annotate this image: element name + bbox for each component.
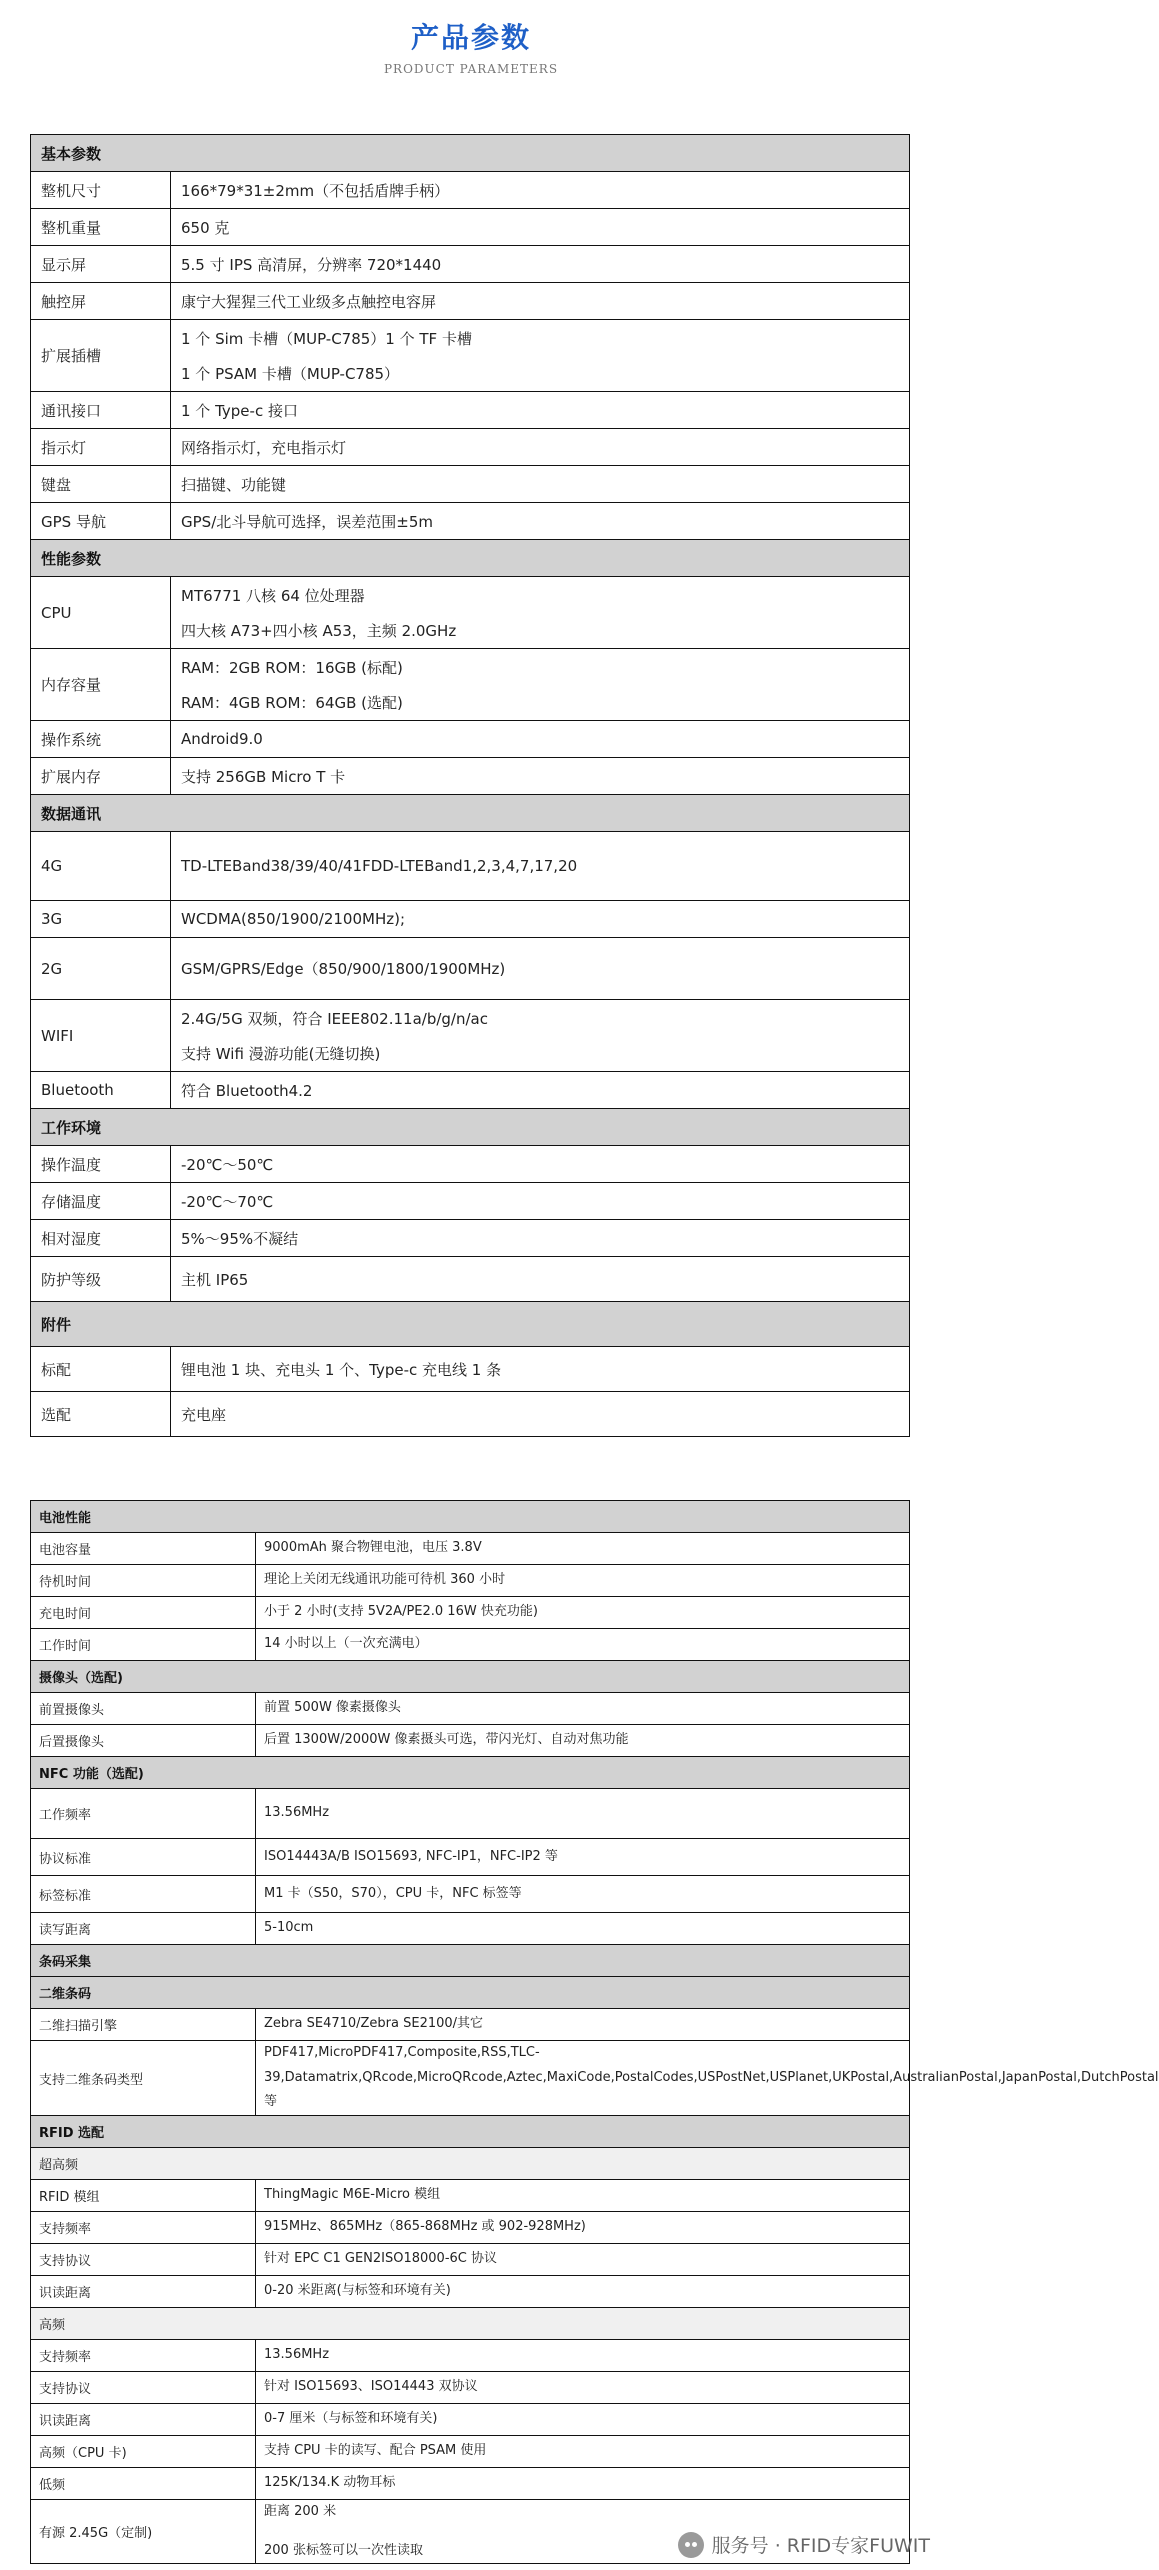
value-line: 13.56MHz [264,1805,330,1821]
row-value [256,2009,910,2041]
value-line: 166*79*31±2mm（不包括盾牌手柄） [181,181,450,200]
section-header [31,540,910,577]
table-row [31,466,910,503]
table-row [31,246,910,283]
value-line: 符合 Bluetooth4.2 [181,1081,313,1100]
value-line: 针对 ISO15693、ISO14443 双协议 [264,2379,478,2395]
row-label: 识读距离 [31,2404,256,2436]
table-row [31,1392,910,1437]
row-label: 整机尺寸 [31,172,171,209]
row-value [171,392,910,429]
table-row [31,1789,910,1839]
row-value [171,172,910,209]
table-row [31,938,910,1000]
table-row [31,901,910,938]
value-line: 2.4G/5G 双频，符合 IEEE802.11a/b/g/n/ac [181,1009,488,1028]
row-label: 支持频率 [31,2212,256,2244]
value-line: 0-7 厘米（与标签和环境有关) [264,2411,438,2427]
table-row [31,172,910,209]
value-line: 针对 EPC C1 GEN2ISO18000-6C 协议 [264,2251,498,2267]
section-label: 性能参数 [31,540,910,577]
row-value [256,2244,910,2276]
spec-table-extended-body [31,1501,1159,2564]
value-line: 14 小时以上（一次充满电） [264,1636,428,1652]
row-label: 整机重量 [31,209,171,246]
value-line: 小于 2 小时(支持 5V2A/PE2.0 16W 快充功能) [264,1604,538,1620]
table-row [31,1629,910,1661]
row-label: 后置摄像头 [31,1725,256,1757]
row-label: 二维扫描引擎 [31,2009,256,2041]
row-value [171,649,910,721]
value-line: 锂电池 1 块、充电头 1 个、Type-c 充电线 1 条 [181,1360,502,1379]
row-label: 充电时间 [31,1597,256,1629]
value-line: 5-10cm [264,1920,314,1936]
row-label: 防护等级 [31,1257,171,1302]
table-row [31,2276,910,2308]
table-row [31,1693,910,1725]
section-label: 电池性能 [31,1501,910,1533]
row-label: 键盘 [31,466,171,503]
row-label: 电池容量 [31,1533,256,1565]
value-line: 0-20 米距离(与标签和环境有关) [264,2283,451,2299]
value-line: 9000mAh 聚合物锂电池，电压 3.8V [264,1540,482,1556]
row-label: 标配 [31,1347,171,1392]
value-line: 1 个 Sim 卡槽（MUP-C785）1 个 TF 卡槽 [181,329,472,348]
row-label: 指示灯 [31,429,171,466]
value-line: 支持 Wifi 漫游功能(无缝切换) [181,1044,381,1063]
value-line: 915MHz、865MHz（865-868MHz 或 902-928MHz) [264,2219,586,2235]
row-value [171,320,910,392]
value-line: -20℃～50℃ [181,1155,274,1174]
value-line: M1 卡（S50，S70），CPU 卡，NFC 标签等 [264,1885,522,1901]
table-row [31,1072,910,1109]
spec-table-main-body [31,135,910,1437]
row-label: Bluetooth [31,1072,171,1109]
section-header [31,1977,910,2009]
watermark-text: 服务号 · RFID专家FUWIT [711,2535,930,2557]
table-row [31,721,910,758]
section-label: 基本参数 [31,135,910,172]
row-label: 读写距离 [31,1913,256,1945]
row-value [171,938,910,1000]
value-line: 支持 256GB Micro T 卡 [181,767,346,786]
section-label: 附件 [31,1302,910,1347]
watermark [678,2531,930,2558]
row-label: 扩展插槽 [31,320,171,392]
section-label: RFID 选配 [31,2116,910,2148]
row-label: WIFI [31,1000,171,1072]
table-row [31,1183,910,1220]
row-value [171,1392,910,1437]
table-row [31,1220,910,1257]
row-label: GPS 导航 [31,503,171,540]
value-line: Android9.0 [181,730,263,748]
row-label: 扩展内存 [31,758,171,795]
section-label: 超高频 [31,2148,910,2180]
section-header [31,1757,910,1789]
subsection-header [31,2308,910,2340]
section-label: 二维条码 [31,1977,910,2009]
table-row [31,2212,910,2244]
row-label: 显示屏 [31,246,171,283]
value-line: 5.5 寸 IPS 高清屏，分辨率 720*1440 [181,255,442,274]
row-label: 协议标准 [31,1839,256,1876]
row-value [256,1913,910,1945]
row-value [171,1347,910,1392]
value-line: GPS/北斗导航可选择，误差范围±5m [181,512,433,531]
row-label: 4G [31,832,171,901]
section-header [31,2116,910,2148]
row-value [171,1146,910,1183]
row-value [256,2212,910,2244]
row-value [256,1725,910,1757]
value-line: 200 张标签可以一次性读取 [264,2542,423,2558]
row-value [256,1597,910,1629]
row-label: 触控屏 [31,283,171,320]
section-header [31,1945,910,1977]
section-label: 工作环境 [31,1109,910,1146]
table-row [31,758,910,795]
value-line: 距离 200 米 [264,2504,337,2520]
section-header [31,1661,910,1693]
table-row [31,649,910,721]
row-label: 选配 [31,1392,171,1437]
table-row [31,577,910,649]
value-line: WCDMA(850/1900/2100MHz); [181,910,405,928]
page-title: 产品参数 [410,21,531,54]
row-value [171,1072,910,1109]
value-line: 后置 1300W/2000W 像素摄头可选，带闪光灯、自动对焦功能 [264,1732,629,1748]
value-line: MT6771 八核 64 位处理器 [181,586,365,605]
row-value [256,2180,910,2212]
row-label: 2G [31,938,171,1000]
value-line: 1 个 Type-c 接口 [181,401,298,420]
table-row [31,1533,910,1565]
row-value [256,2041,1159,2116]
row-value [171,283,910,320]
value-line: 支持 CPU 卡的读写、配合 PSAM 使用 [264,2443,487,2459]
value-line: RAM：2GB ROM：16GB (标配) [181,658,403,677]
row-label: RFID 模组 [31,2180,256,2212]
row-label: 3G [31,901,171,938]
row-value [171,1183,910,1220]
row-label: 工作时间 [31,1629,256,1661]
table-row [31,2180,910,2212]
value-line: 650 克 [181,218,230,237]
row-value [171,577,910,649]
value-line: 13.56MHz [264,2347,330,2363]
table-row [31,209,910,246]
row-label: 存储温度 [31,1183,171,1220]
section-label: 摄像头（选配) [31,1661,910,1693]
row-label: 支持频率 [31,2340,256,2372]
row-value [171,1220,910,1257]
subsection-header [31,2148,910,2180]
value-line: 1 个 PSAM 卡槽（MUP-C785） [181,364,400,383]
row-value [171,1257,910,1302]
value-line: 5%～95%不凝结 [181,1229,299,1248]
table-row [31,1000,910,1072]
row-value [256,1629,910,1661]
value-line: ThingMagic M6E-Micro 模组 [264,2187,441,2203]
wechat-icon [678,2532,704,2558]
row-label: 工作频率 [31,1789,256,1839]
value-line: PDF417,MicroPDF417,Composite,RSS,TLC-39,Datamatrix,QRcode,MicroQRcode,Aztec,MaxiCode,PostalCodes,USPostNet,USPlanet,UKPostal,AustralianPostal,JapanPostal,DutchPostal 等 [264,2045,1159,2110]
row-value [171,901,910,938]
row-value [171,466,910,503]
row-label: 支持二维条码类型 [31,2041,256,2116]
table-row [31,2372,910,2404]
table-row [31,392,910,429]
row-label: 内存容量 [31,649,171,721]
row-value [171,758,910,795]
row-label: 高频（CPU 卡) [31,2436,256,2468]
table-row [31,503,910,540]
table-row [31,1146,910,1183]
value-line: Zebra SE4710/Zebra SE2100/其它 [264,2016,484,2032]
section-header [31,1109,910,1146]
value-line: RAM：4GB ROM：64GB (选配) [181,693,403,712]
table-row [31,2244,910,2276]
table-row [31,2041,910,2116]
value-line: -20℃～70℃ [181,1192,274,1211]
row-label: 相对湿度 [31,1220,171,1257]
row-label: 支持协议 [31,2244,256,2276]
value-line: 康宁大猩猩三代工业级多点触控电容屏 [181,292,437,311]
section-label: 高频 [31,2308,910,2340]
row-value [256,1533,910,1565]
table-row [31,1913,910,1945]
row-value [171,429,910,466]
value-line: TD-LTEBand38/39/40/41FDD-LTEBand1,2,3,4,7,17,20 [181,857,578,875]
value-line: 四大核 A73+四小核 A53，主频 2.0GHz [181,621,457,640]
row-value [171,503,910,540]
row-label: 待机时间 [31,1565,256,1597]
value-line: 理论上关闭无线通讯功能可待机 360 小时 [264,1572,506,1588]
value-line: 主机 IP65 [181,1270,249,1289]
section-label: 数据通讯 [31,795,910,832]
table-row [31,429,910,466]
table-row [31,1597,910,1629]
row-label: 前置摄像头 [31,1693,256,1725]
value-line: ISO14443A/B ISO15693, NFC-IP1，NFC-IP2 等 [264,1848,558,1864]
value-line: 125K/134.K 动物耳标 [264,2475,396,2491]
row-label: CPU [31,577,171,649]
row-value [256,1693,910,1725]
row-label: 操作温度 [31,1146,171,1183]
row-label: 通讯接口 [31,392,171,429]
row-value [256,1839,910,1876]
row-value [256,1565,910,1597]
row-label: 操作系统 [31,721,171,758]
row-value [171,721,910,758]
row-value [171,246,910,283]
row-value [171,1000,910,1072]
page-subtitle: PRODUCT PARAMETERS [383,62,559,76]
row-label: 识读距离 [31,2276,256,2308]
value-line: 充电座 [181,1405,227,1424]
row-value [256,2468,910,2500]
row-value [256,1876,910,1913]
row-value [256,1789,910,1839]
table-row [31,2468,910,2500]
table-row [31,283,910,320]
value-line: 网络指示灯，充电指示灯 [181,438,347,457]
table-row [31,1839,910,1876]
row-value [256,2340,910,2372]
table-row [31,2436,910,2468]
section-header [31,1302,910,1347]
row-value [171,209,910,246]
row-value [256,2404,910,2436]
row-value [256,2436,910,2468]
row-label: 标签标准 [31,1876,256,1913]
table-row [31,2009,910,2041]
spec-table-extended [30,1500,1159,2564]
spec-table-main [30,134,910,1437]
value-line: 扫描键、功能键 [181,475,287,494]
table-row [31,1725,910,1757]
value-line: GSM/GPRS/Edge（850/900/1800/1900MHz) [181,960,506,978]
row-value [256,2276,910,2308]
table-row [31,1876,910,1913]
section-label: NFC 功能（选配) [31,1757,910,1789]
section-label: 条码采集 [31,1945,910,1977]
row-label: 支持协议 [31,2372,256,2404]
row-value [171,832,910,901]
table-row [31,1347,910,1392]
table-row [31,2340,910,2372]
table-row [31,320,910,392]
table-row [31,832,910,901]
value-line: 前置 500W 像素摄像头 [264,1700,401,1716]
table-row [31,1257,910,1302]
row-label: 有源 2.45G（定制) [31,2500,256,2564]
section-header [31,795,910,832]
table-row [31,1565,910,1597]
table-row [31,2404,910,2436]
row-value [256,2372,910,2404]
section-header [31,1501,910,1533]
section-header [31,135,910,172]
row-label: 低频 [31,2468,256,2500]
